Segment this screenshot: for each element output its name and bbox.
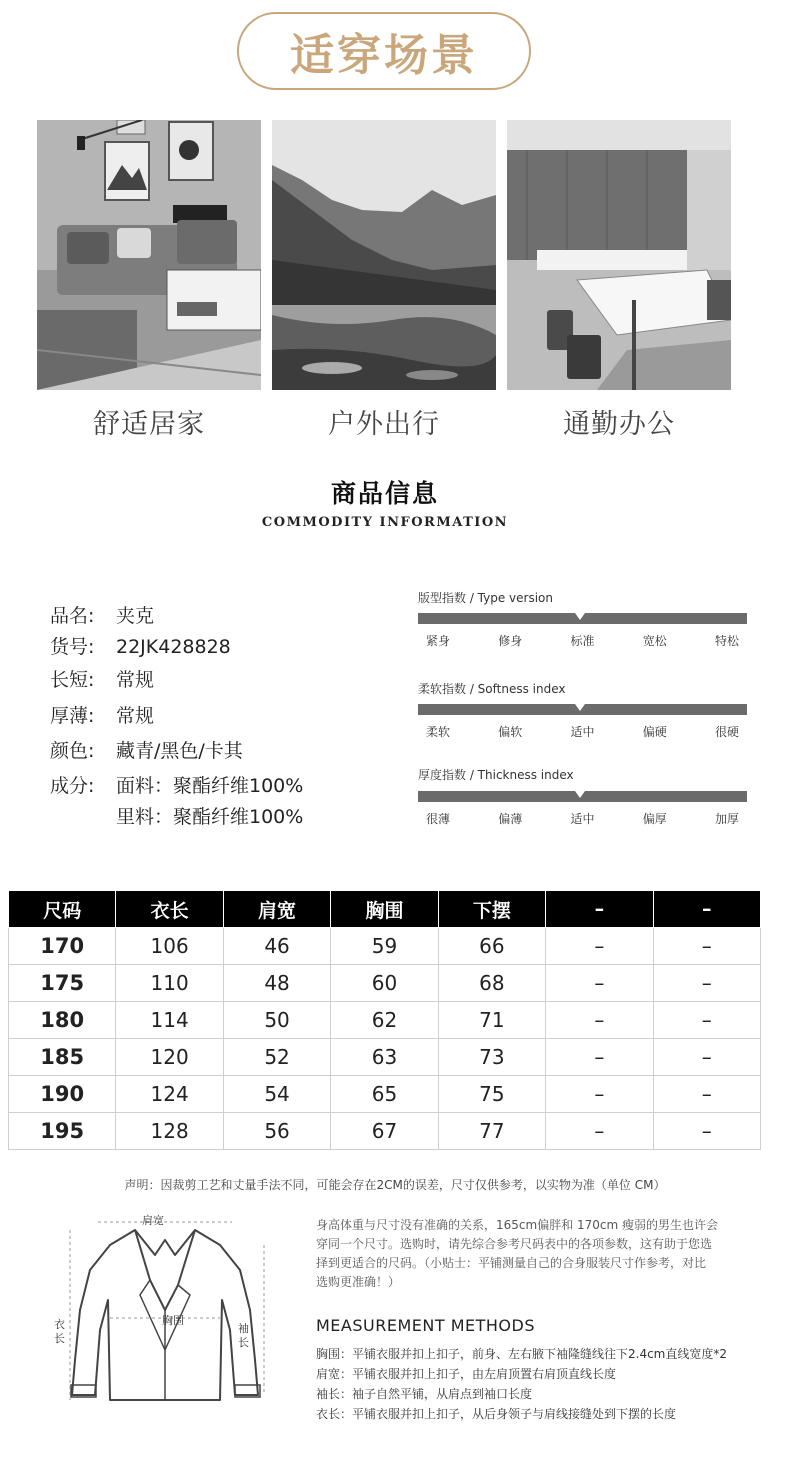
info-value: 22JK428828 <box>116 636 231 658</box>
table-cell: 77 <box>438 1113 545 1150</box>
table-cell: 124 <box>116 1076 223 1113</box>
table-row <box>9 928 761 965</box>
notice-line: 穿同一个尺寸。选购时，请先综合参考尺码表中的各项参数，这有助于您选 <box>316 1237 713 1251</box>
commodity-subtitle: COMMODITY INFORMATION <box>261 515 509 530</box>
scene-label-outdoor: 户外出行 <box>328 409 440 440</box>
table-cell: 46 <box>223 928 330 965</box>
info-label: 厚薄: <box>50 705 95 727</box>
size-table <box>8 890 761 1150</box>
index-labels-thickness <box>418 810 747 827</box>
info-value: 面料：聚酯纤维100% <box>116 775 304 797</box>
index-option: 特松 <box>714 634 739 648</box>
table-cell: 56 <box>223 1113 330 1150</box>
info-value: 藏青/黑色/卡其 <box>116 740 243 762</box>
index-option-selected: 适中 <box>570 812 595 826</box>
table-cell: 185 <box>9 1039 116 1076</box>
index-option: 偏软 <box>498 725 523 739</box>
col-chest: 胸围 <box>331 891 438 928</box>
table-row <box>9 1113 761 1150</box>
info-name <box>50 601 154 631</box>
table-cell: – <box>546 1039 653 1076</box>
info-thickness <box>50 701 154 731</box>
index-option: 偏厚 <box>642 812 667 826</box>
table-cell: 65 <box>331 1076 438 1113</box>
banner-title: 适穿场景 <box>290 30 478 81</box>
commodity-title: 商品信息 <box>330 479 439 508</box>
scene-photo-home <box>37 120 261 390</box>
table-cell: 190 <box>9 1076 116 1113</box>
scene-photo-outdoor <box>272 120 496 390</box>
table-cell: 110 <box>116 965 223 1002</box>
table-row <box>9 1076 761 1113</box>
col-empty: – <box>653 891 760 928</box>
index-bar-thickness <box>418 791 747 802</box>
table-cell: 50 <box>223 1002 330 1039</box>
size-disclaimer: 声明：因裁剪工艺和丈量手法不同，可能会存在2CM的误差，尺寸仅供参考，以实物为准（单位 CM） <box>124 1178 666 1192</box>
table-cell: 63 <box>331 1039 438 1076</box>
index-option: 宽松 <box>642 634 667 648</box>
index-option: 偏硬 <box>642 725 667 739</box>
table-cell: 54 <box>223 1076 330 1113</box>
info-value: 里料：聚酯纤维100% <box>116 806 304 828</box>
index-labels-type <box>418 632 747 649</box>
table-cell: – <box>546 1076 653 1113</box>
table-cell: 180 <box>9 1002 116 1039</box>
table-cell: 48 <box>223 965 330 1002</box>
scene-banner <box>237 12 531 90</box>
table-cell: 195 <box>9 1113 116 1150</box>
col-hem: 下摆 <box>438 891 545 928</box>
table-cell: 66 <box>438 928 545 965</box>
info-label: 长短: <box>50 669 95 691</box>
diagram-label-shoulder: 肩宽 <box>142 1214 164 1227</box>
table-cell: 75 <box>438 1076 545 1113</box>
method-sleeve: 袖长：袖子自然平铺，从肩点到袖口长度 <box>316 1387 533 1401</box>
index-option: 柔软 <box>426 725 451 739</box>
notice-line: 择到更适合的尺码。（小贴士：平铺测量自己的合身服装尺寸作参考，对比 <box>316 1256 707 1270</box>
scene-label-home: 舒适居家 <box>93 409 205 440</box>
index-title-type: 版型指数 / Type version <box>418 591 554 605</box>
index-option: 很薄 <box>426 812 451 826</box>
index-option: 很硬 <box>714 725 739 739</box>
methods-title: MEASUREMENT METHODS <box>316 1316 535 1335</box>
index-option: 加厚 <box>714 812 739 826</box>
info-label: 成分: <box>50 775 95 797</box>
info-color <box>50 736 243 766</box>
table-cell: 71 <box>438 1002 545 1039</box>
col-length: 衣长 <box>116 891 223 928</box>
scene-label-office: 通勤办公 <box>563 409 675 440</box>
table-cell: – <box>546 965 653 1002</box>
info-length <box>50 665 154 695</box>
table-row <box>9 1002 761 1039</box>
index-title-softness: 柔软指数 / Softness index <box>418 682 566 696</box>
table-cell: – <box>653 1002 760 1039</box>
table-cell: 120 <box>116 1039 223 1076</box>
table-cell: – <box>546 1113 653 1150</box>
table-cell: – <box>546 1002 653 1039</box>
index-option: 偏薄 <box>498 812 523 826</box>
method-shoulder: 肩宽：平铺衣服并扣上扣子，由左肩顶置右肩顶直线长度 <box>316 1367 617 1381</box>
info-sku <box>50 632 231 662</box>
table-cell: – <box>653 928 760 965</box>
index-labels-softness <box>418 723 747 740</box>
scene-photo-office <box>507 120 731 390</box>
table-cell: 59 <box>331 928 438 965</box>
table-cell: 114 <box>116 1002 223 1039</box>
index-option-selected: 适中 <box>570 725 595 739</box>
diagram-label-sleeve: 袖长 <box>238 1322 249 1349</box>
table-cell: – <box>653 1113 760 1150</box>
size-table-header <box>9 891 761 928</box>
index-title-thickness: 厚度指数 / Thickness index <box>418 768 574 782</box>
diagram-label-length: 衣长 <box>54 1318 65 1345</box>
table-cell: 170 <box>9 928 116 965</box>
table-cell: 106 <box>116 928 223 965</box>
info-value: 常规 <box>116 669 155 691</box>
table-cell: – <box>653 1076 760 1113</box>
index-marker <box>575 613 585 620</box>
table-cell: – <box>653 965 760 1002</box>
info-label: 颜色: <box>50 740 95 762</box>
table-cell: 62 <box>331 1002 438 1039</box>
index-option-selected: 标准 <box>570 634 595 648</box>
info-value: 常规 <box>116 705 155 727</box>
col-size: 尺码 <box>9 891 116 928</box>
table-row <box>9 965 761 1002</box>
size-notice <box>316 1216 726 1292</box>
index-bar-softness <box>418 704 747 715</box>
diagram-label-chest: 胸围 <box>162 1314 184 1327</box>
table-cell: – <box>546 928 653 965</box>
notice-line: 身高体重与尺寸没有准确的关系，165cm偏胖和 170cm 瘦弱的男生也许会 <box>316 1218 719 1232</box>
table-cell: 73 <box>438 1039 545 1076</box>
info-lining <box>50 802 303 832</box>
index-option: 修身 <box>498 634 523 648</box>
table-cell: 175 <box>9 965 116 1002</box>
info-value: 夹克 <box>116 605 155 627</box>
table-cell: 67 <box>331 1113 438 1150</box>
info-label: 货号: <box>50 636 95 658</box>
info-material <box>50 771 303 801</box>
table-row <box>9 1039 761 1076</box>
notice-line: 选购更准确！） <box>316 1275 401 1289</box>
info-label: 品名: <box>50 605 95 627</box>
table-cell: 128 <box>116 1113 223 1150</box>
method-chest: 胸围：平铺衣服并扣上扣子，前身、左右腋下袖隆缝线往下2.4cm直线宽度*2 <box>316 1347 728 1361</box>
index-marker <box>575 704 585 711</box>
index-marker <box>575 791 585 798</box>
table-cell: 68 <box>438 965 545 1002</box>
method-length: 衣长：平铺衣服并扣上扣子，从后身领子与肩线接缝处到下摆的长度 <box>316 1407 677 1421</box>
table-cell: – <box>653 1039 760 1076</box>
index-option: 紧身 <box>426 634 451 648</box>
jacket-diagram <box>50 1200 280 1430</box>
col-empty: – <box>546 891 653 928</box>
index-bar-type <box>418 613 747 624</box>
table-cell: 52 <box>223 1039 330 1076</box>
table-cell: 60 <box>331 965 438 1002</box>
col-shoulder: 肩宽 <box>223 891 330 928</box>
